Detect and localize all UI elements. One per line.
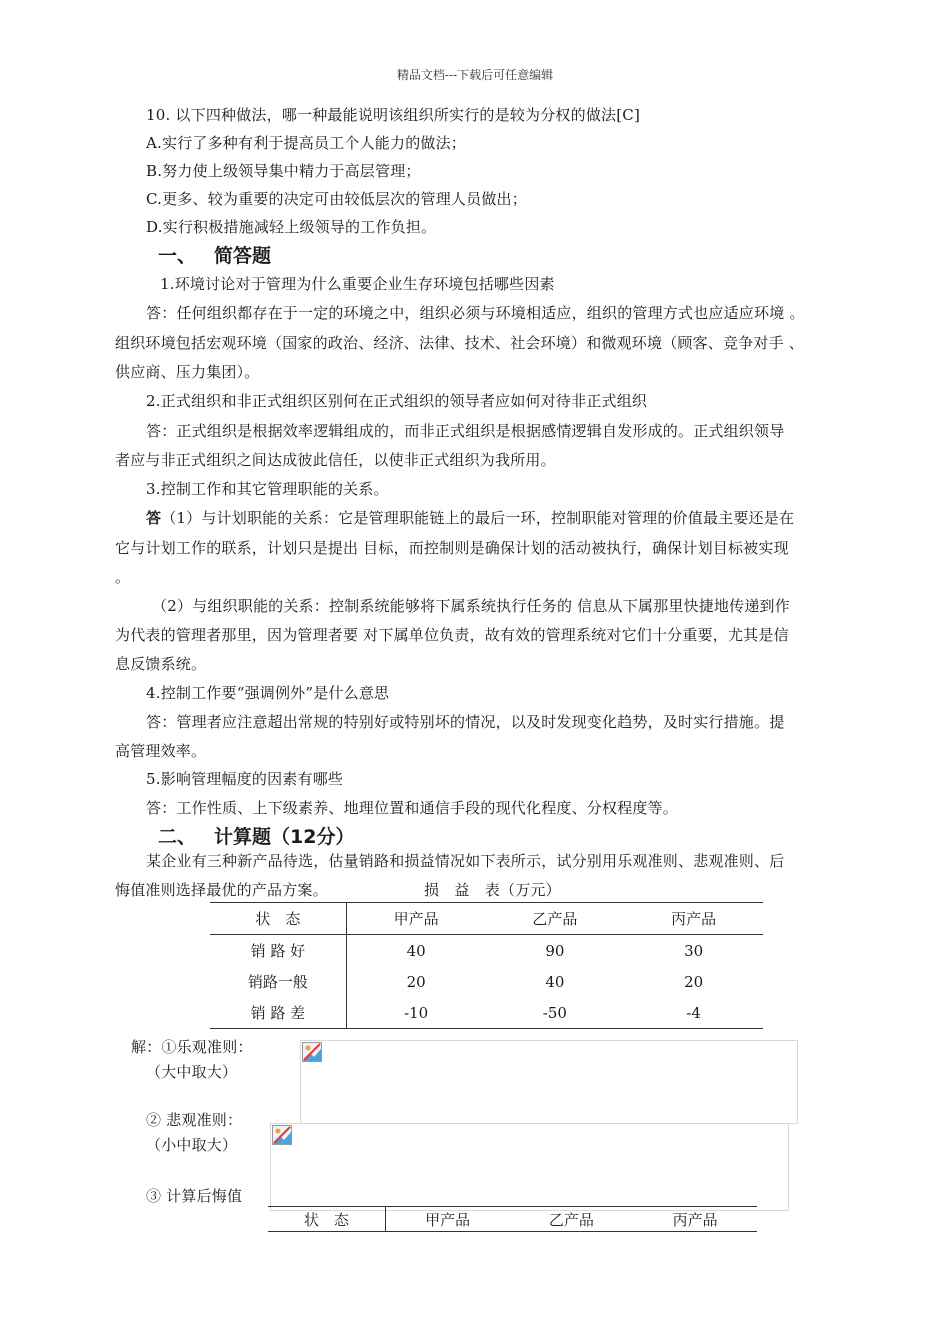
- table-row: [210, 997, 763, 1029]
- sa-answer-4-line-1: 答：管理者应注意超出常规的特别好或特别坏的情况，以及时发现变化趋势，及时实行措施。提: [146, 713, 785, 731]
- header-cell: 甲产品: [346, 903, 485, 935]
- sa-answer-2-line-2: 者应与非正式组织之间达成彼此信任，以使非正式组织为我所用。: [115, 451, 556, 469]
- header-cell: 乙产品: [510, 1207, 634, 1232]
- option-c: C.更多、较为重要的决定可由较低层次的管理人员做出；: [146, 190, 527, 208]
- option-b: B.努力使上级领导集中精力于高层管理；: [146, 162, 421, 180]
- table-cell: 40: [406, 941, 426, 960]
- table-cell: -10: [346, 997, 485, 1029]
- solution-3-label: ③ 计算后悔值: [146, 1187, 243, 1205]
- payoff-table: [210, 902, 763, 1029]
- calc-problem-line-2: 悔值准则选择最优的产品方案。: [115, 881, 328, 899]
- sa-answer-3-line-4: （2）与组织职能的关系：控制系统能够将下属系统执行任务的 信息从下属那里快捷地传递到作: [152, 597, 790, 615]
- table-cell: 90: [545, 941, 565, 960]
- formula-image-1: [300, 1040, 798, 1124]
- table-cell: 20: [684, 972, 704, 991]
- table-cell: 销 路 差: [210, 997, 346, 1029]
- broken-image-icon: [272, 1125, 292, 1145]
- calc-problem-line-1: 某企业有三种新产品待选，估量销路和损益情况如下表所示，试分别用乐观准则、悲观准则、后: [146, 852, 785, 870]
- header-cell: 丙产品: [633, 1207, 757, 1232]
- section-2-title: 计算题（12分）: [214, 826, 355, 848]
- solution-1-rule: （大中取大）: [146, 1063, 238, 1081]
- option-d: D.实行积极措施减轻上级领导的工作负担。: [146, 218, 437, 236]
- solution-2-label: ② 悲观准则：: [146, 1111, 243, 1129]
- sa-answer-4-line-2: 高管理效率。: [115, 742, 207, 760]
- solution-1-label: 解：①乐观准则：: [131, 1038, 253, 1056]
- question-10-stem: 10. 以下四种做法，哪一种最能说明该组织所实行的是较为分权的做法[C]: [146, 106, 641, 124]
- table-cell: -4: [624, 997, 763, 1029]
- sa-question-1: 1.环境讨论对于管理为什么重要企业生存环境包括哪些因素: [160, 275, 555, 293]
- solution-2-rule: （小中取大）: [146, 1136, 238, 1154]
- table-header-row: [210, 903, 763, 935]
- sa-question-4: 4.控制工作要“强调例外”是什么意思: [146, 684, 390, 702]
- header-cell: 乙产品: [486, 903, 625, 935]
- sa-answer-3-line-6: 息反馈系统。: [115, 655, 207, 673]
- broken-image-icon: [302, 1042, 322, 1062]
- sa-answer-3-line-1: [146, 507, 794, 528]
- table-row: [210, 966, 763, 997]
- formula-image-2: [270, 1123, 789, 1211]
- table-cell: 销路一般: [210, 966, 346, 997]
- table-row: [210, 935, 763, 967]
- sa-question-3: 3.控制工作和其它管理职能的关系。: [146, 480, 389, 498]
- sa-answer-3-line-2: 它与计划工作的联系，计划只是提出 目标，而控制则是确保计划的活动被执行，确保计划目标被实现: [115, 539, 789, 557]
- option-a: A.实行了多种有利于提高员工个人能力的做法；: [146, 134, 467, 152]
- table-cell: 30: [684, 941, 704, 960]
- header-cell: 丙产品: [624, 903, 763, 935]
- header-cell: 状 态: [268, 1207, 385, 1232]
- sa-answer-2-line-1: 答：正式组织是根据效率逻辑组成的，而非正式组织是根据感情逻辑自发形成的。正式组织领导: [146, 422, 785, 440]
- sa-answer-1-line-1: 答：任何组织都存在于一定的环境之中，组织必须与环境相适应，组织的管理方式也应适应环境 。: [146, 304, 805, 322]
- table-header-row: [268, 1207, 757, 1232]
- table-cell: -50: [486, 997, 625, 1029]
- answer-text: （1）与计划职能的关系：它是管理职能链上的最后一环，控制职能对管理的价值最主要还是在: [161, 509, 795, 527]
- sa-answer-1-line-2: 组织环境包括宏观环境（国家的政治、经济、法律、技术、社会环境）和微观环境（顾客、竞争对手 、: [115, 334, 804, 352]
- sa-answer-5: 答：工作性质、上下级素养、地理位置和通信手段的现代化程度、分权程度等。: [146, 799, 679, 817]
- sa-question-2: 2.正式组织和非正式组织区别何在正式组织的领导者应如何对待非正式组织: [146, 392, 648, 410]
- table-cell: 20: [406, 972, 426, 991]
- sa-answer-3-line-5: 为代表的管理者那里，因为管理者要 对下属单位负责，故有效的管理系统对它们十分重要，尤其是信: [115, 626, 789, 644]
- page-header: 精品文档---下载后可任意编辑: [396, 68, 554, 82]
- regret-table: [268, 1206, 757, 1232]
- sa-answer-3-line-3: 。: [115, 568, 131, 586]
- table-title: 损 益 表（万元）: [424, 881, 561, 899]
- section-1-title: 简答题: [214, 245, 272, 267]
- sa-answer-1-line-3: 供应商、压力集团）。: [115, 363, 260, 381]
- section-1-number: 一、: [158, 245, 197, 267]
- table-cell: 40: [545, 972, 565, 991]
- sa-question-5: 5.影响管理幅度的因素有哪些: [146, 770, 344, 788]
- header-cell: 甲产品: [385, 1207, 509, 1232]
- table-cell: 销 路 好: [210, 935, 346, 967]
- header-cell: 状 态: [210, 903, 346, 935]
- answer-label: 答: [146, 509, 162, 527]
- section-2-number: 二、: [158, 826, 197, 848]
